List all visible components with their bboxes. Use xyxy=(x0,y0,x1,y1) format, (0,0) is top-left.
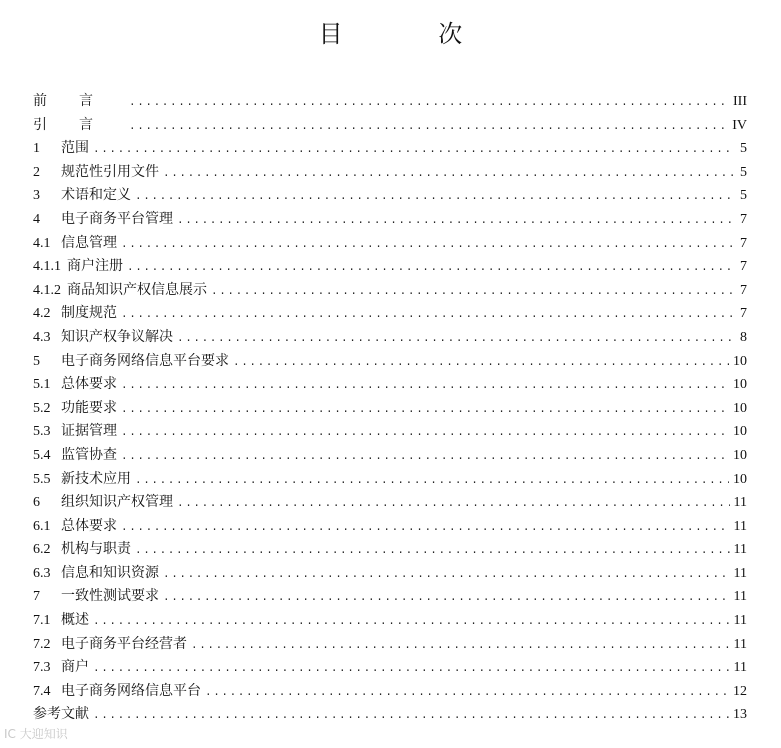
toc-entry-label xyxy=(33,114,125,138)
toc-entry-label xyxy=(33,255,123,279)
watermark: IC 大迎知识 xyxy=(4,727,68,741)
toc-page-number: 5 xyxy=(740,188,747,204)
toc-page-number: III xyxy=(733,94,747,109)
toc-entry-text: 前言 xyxy=(33,93,125,109)
toc-entry-label xyxy=(33,585,159,609)
toc-page-number: 11 xyxy=(733,636,747,652)
toc-leader-dots xyxy=(127,257,733,281)
toc-leader-dots xyxy=(121,422,729,446)
toc-entry-text: 商户注册 xyxy=(67,258,123,275)
toc-page-number: 8 xyxy=(740,329,747,345)
toc-entry-text: 电子商务平台管理 xyxy=(61,210,173,227)
toc-entry-number: 7 xyxy=(33,589,40,605)
toc-entry-text: 术语和定义 xyxy=(61,187,131,204)
toc-page-number: 7 xyxy=(740,211,747,227)
toc-entry-number: 4 xyxy=(33,211,40,227)
toc-entry-text: 一致性测试要求 xyxy=(61,588,159,605)
toc-entry[interactable] xyxy=(33,420,747,444)
toc-entry-text: 电子商务网络信息平台要求 xyxy=(61,352,229,369)
toc-entry-label xyxy=(33,633,187,657)
toc-entry-label xyxy=(33,703,89,727)
page-title: 目 次 xyxy=(318,20,507,48)
toc-entry-text: 证据管理 xyxy=(61,423,117,440)
toc-entry[interactable] xyxy=(33,515,747,539)
toc-entry-text: 规范性引用文件 xyxy=(61,163,159,180)
toc-entry-number: 6.3 xyxy=(33,565,51,581)
toc-entry[interactable] xyxy=(33,703,747,727)
toc-leader-dots xyxy=(211,281,733,305)
toc-entry-number: 5.1 xyxy=(33,377,51,393)
toc-leader-dots xyxy=(135,186,733,210)
toc-page-number: IV xyxy=(732,117,747,133)
toc-leader-dots xyxy=(135,470,729,494)
toc-entry[interactable] xyxy=(33,656,747,680)
toc-entry[interactable] xyxy=(33,232,747,256)
toc-leader-dots xyxy=(205,682,729,706)
toc-entry-number: 7.3 xyxy=(33,660,51,676)
toc-entry-number: 7.4 xyxy=(33,683,51,699)
toc-entry-label xyxy=(33,350,229,374)
toc-page-number: 13 xyxy=(733,707,747,723)
toc-entry[interactable] xyxy=(33,302,747,326)
toc-page-number: 10 xyxy=(733,447,747,463)
toc-leader-dots xyxy=(93,611,730,635)
toc-entry-text: 功能要求 xyxy=(61,399,117,416)
toc-entry-text: 范围 xyxy=(61,140,89,157)
toc-entry-number: 7.2 xyxy=(33,636,51,652)
toc-leader-dots xyxy=(121,517,730,541)
toc-entry-text: 总体要求 xyxy=(61,376,117,393)
toc-entry[interactable] xyxy=(33,208,747,232)
toc-entry-label xyxy=(33,515,117,539)
toc-entry-text: 制度规范 xyxy=(61,305,117,322)
toc-entry-label xyxy=(33,90,125,114)
toc-entry-text: 参考文献 xyxy=(33,706,89,723)
toc-entry-number: 4.3 xyxy=(33,329,51,345)
toc-entry-number: 5 xyxy=(33,353,40,369)
toc-entry-number: 5.3 xyxy=(33,424,51,440)
toc-entry-label xyxy=(33,208,173,232)
toc-entry[interactable] xyxy=(33,491,747,515)
table-of-contents xyxy=(33,90,747,727)
toc-entry[interactable] xyxy=(33,538,747,562)
toc-leader-dots xyxy=(121,375,729,399)
toc-entry-label xyxy=(33,397,117,421)
toc-leader-dots xyxy=(233,352,729,376)
toc-entry-label xyxy=(33,137,89,161)
toc-page-number: 7 xyxy=(740,259,747,275)
toc-leader-dots xyxy=(163,163,733,187)
toc-entry-text: 监管协查 xyxy=(61,446,117,463)
toc-leader-dots xyxy=(163,587,730,611)
toc-leader-dots xyxy=(163,564,730,588)
toc-entry[interactable] xyxy=(33,585,747,609)
toc-entry[interactable] xyxy=(33,114,747,138)
toc-leader-dots xyxy=(177,328,733,352)
toc-page-number: 12 xyxy=(733,683,747,699)
toc-entry-label xyxy=(33,373,117,397)
toc-page-number: 10 xyxy=(733,471,747,487)
toc-leader-dots xyxy=(129,92,729,116)
toc-entry-text: 电子商务网络信息平台 xyxy=(61,682,201,699)
toc-entry[interactable] xyxy=(33,468,747,492)
toc-leader-dots xyxy=(177,210,733,234)
toc-page-number: 10 xyxy=(733,424,747,440)
toc-entry[interactable] xyxy=(33,279,747,303)
toc-leader-dots xyxy=(93,139,733,163)
toc-entry-label xyxy=(33,444,117,468)
toc-entry-number: 3 xyxy=(33,188,40,204)
toc-leader-dots xyxy=(121,304,733,328)
toc-page-number: 11 xyxy=(733,542,747,558)
toc-page-number: 10 xyxy=(733,353,747,369)
toc-entry[interactable] xyxy=(33,255,747,279)
toc-entry-label xyxy=(33,161,159,185)
toc-entry-label xyxy=(33,184,131,208)
toc-page-number: 7 xyxy=(740,306,747,322)
toc-page-number: 11 xyxy=(733,660,747,676)
toc-entry[interactable] xyxy=(33,444,747,468)
toc-entry-text: 引言 xyxy=(33,116,125,133)
toc-entry-label xyxy=(33,491,173,515)
toc-page-number: 5 xyxy=(740,164,747,180)
toc-entry[interactable] xyxy=(33,562,747,586)
toc-entry-text: 组织知识产权管理 xyxy=(61,494,173,511)
toc-entry-number: 5.2 xyxy=(33,400,51,416)
toc-entry-text: 信息管理 xyxy=(61,234,117,251)
toc-entry-number: 1 xyxy=(33,141,40,157)
toc-entry-text: 机构与职责 xyxy=(61,541,131,558)
toc-entry[interactable] xyxy=(33,161,747,185)
toc-entry-number: 2 xyxy=(33,164,40,180)
toc-entry-number: 6.2 xyxy=(33,542,51,558)
toc-entry-text: 知识产权争议解决 xyxy=(61,328,173,345)
toc-entry-label xyxy=(33,538,131,562)
toc-entry-label xyxy=(33,326,173,350)
toc-entry-number: 5.4 xyxy=(33,447,51,463)
toc-entry[interactable] xyxy=(33,633,747,657)
toc-leader-dots xyxy=(135,540,730,564)
toc-entry-label xyxy=(33,562,159,586)
toc-entry-text: 商品知识产权信息展示 xyxy=(67,281,207,298)
toc-leader-dots xyxy=(93,705,729,729)
toc-entry-text: 总体要求 xyxy=(61,517,117,534)
toc-entry-label xyxy=(33,232,117,256)
toc-entry-label xyxy=(33,680,201,704)
toc-entry-number: 7.1 xyxy=(33,613,51,629)
toc-page-number: 11 xyxy=(733,589,747,605)
toc-page-number: 11 xyxy=(733,518,747,534)
toc-page-number: 10 xyxy=(733,377,747,393)
toc-entry[interactable] xyxy=(33,184,747,208)
toc-leader-dots xyxy=(93,658,730,682)
toc-entry-text: 概述 xyxy=(61,612,89,629)
toc-leader-dots xyxy=(121,446,729,470)
toc-leader-dots xyxy=(121,399,729,423)
toc-entry-number: 6 xyxy=(33,495,40,511)
toc-entry-number: 4.1.1 xyxy=(33,259,61,275)
toc-page-number: 5 xyxy=(740,141,747,157)
toc-entry[interactable] xyxy=(33,90,747,114)
toc-entry-text: 电子商务平台经营者 xyxy=(61,635,187,652)
toc-entry[interactable] xyxy=(33,350,747,374)
toc-page-number: 10 xyxy=(733,400,747,416)
toc-page-number: 11 xyxy=(733,495,747,511)
toc-entry-text: 商户 xyxy=(61,659,89,676)
toc-entry-number: 4.1.2 xyxy=(33,282,61,298)
toc-page-number: 7 xyxy=(740,235,747,251)
toc-entry-label xyxy=(33,302,117,326)
toc-leader-dots xyxy=(129,116,728,140)
toc-entry-label xyxy=(33,420,117,444)
toc-entry[interactable] xyxy=(33,397,747,421)
toc-entry[interactable] xyxy=(33,326,747,350)
toc-entry-label xyxy=(33,656,89,680)
toc-page-number: 11 xyxy=(733,565,747,581)
toc-leader-dots xyxy=(177,493,730,517)
toc-entry-label xyxy=(33,279,207,303)
toc-entry-number: 6.1 xyxy=(33,518,51,534)
toc-entry[interactable] xyxy=(33,373,747,397)
toc-entry-label xyxy=(33,468,131,492)
toc-entry-number: 5.5 xyxy=(33,471,51,487)
toc-entry-text: 新技术应用 xyxy=(61,470,131,487)
toc-entry[interactable] xyxy=(33,680,747,704)
toc-leader-dots xyxy=(191,635,730,659)
toc-entry-label xyxy=(33,609,89,633)
toc-entry[interactable] xyxy=(33,609,747,633)
toc-entry-number: 4.2 xyxy=(33,306,51,322)
toc-entry[interactable] xyxy=(33,137,747,161)
toc-page-number: 11 xyxy=(733,613,747,629)
toc-entry-number: 4.1 xyxy=(33,235,51,251)
toc-leader-dots xyxy=(121,234,733,258)
toc-entry-text: 信息和知识资源 xyxy=(61,564,159,581)
toc-page-number: 7 xyxy=(740,282,747,298)
